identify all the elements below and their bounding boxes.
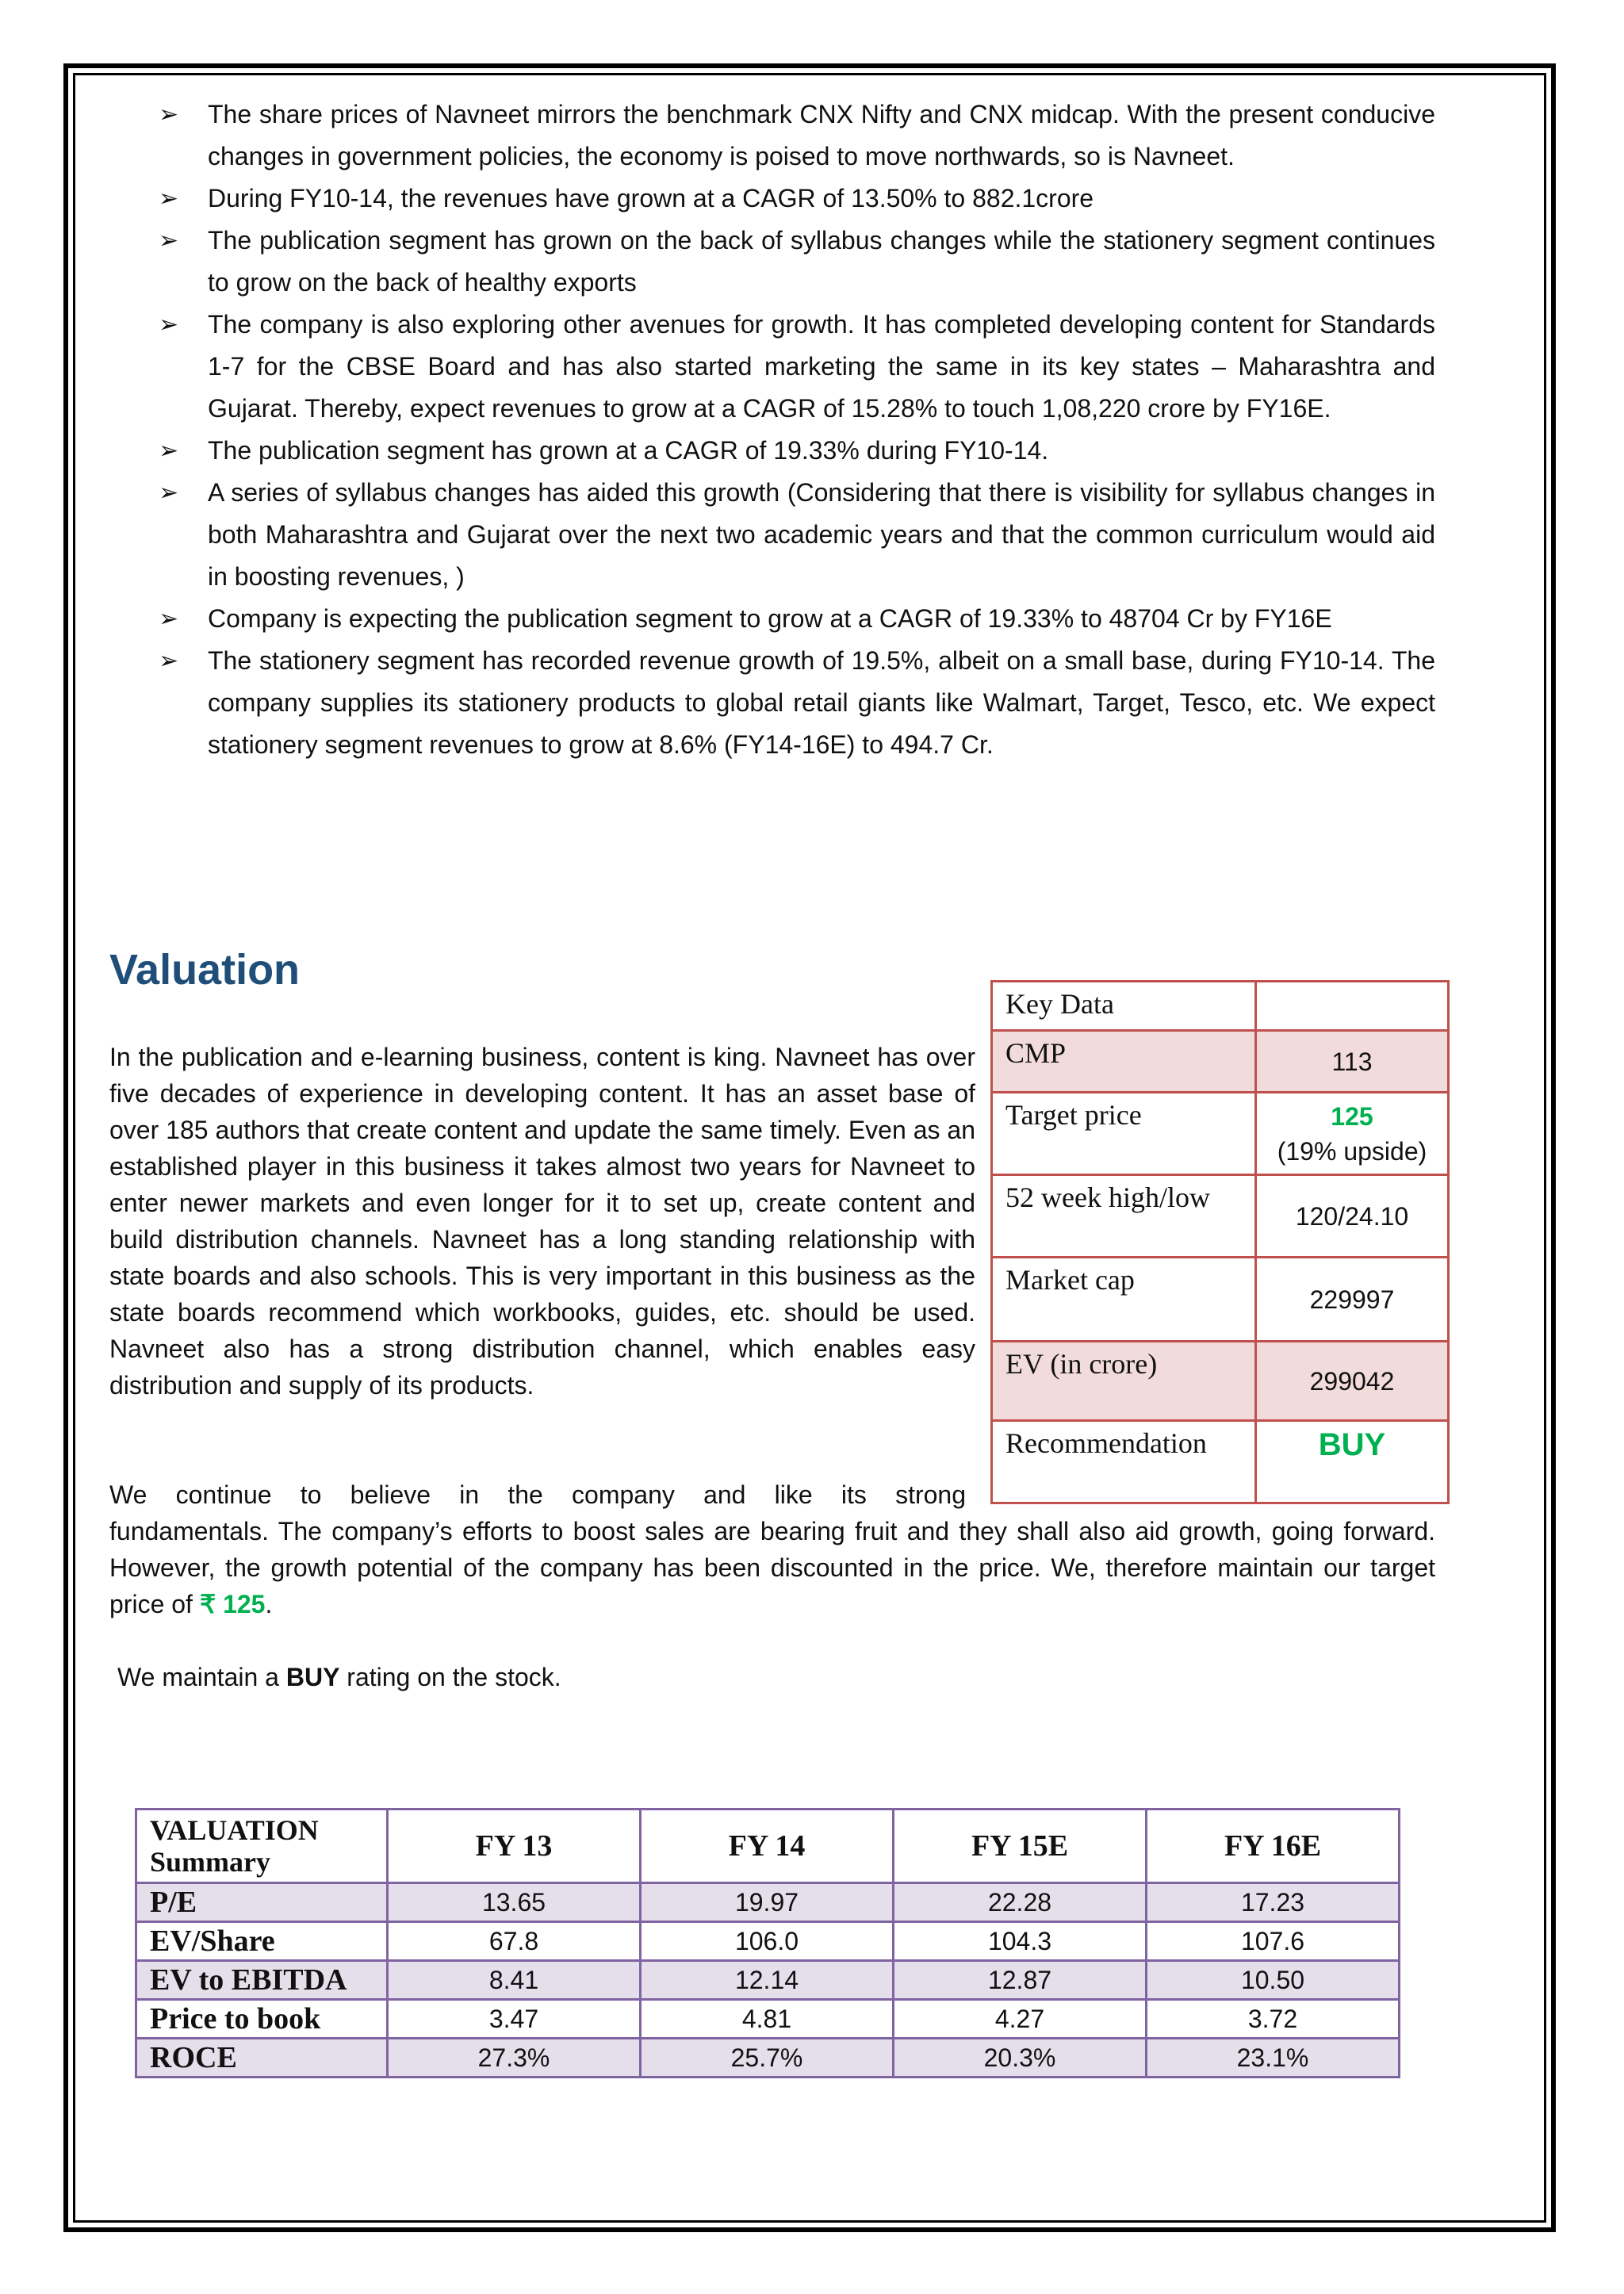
table-cell: 19.97 xyxy=(641,1883,894,1922)
recommendation-cell xyxy=(1256,1421,1449,1503)
target-upside: (19% upside) xyxy=(1277,1136,1427,1166)
list-item: ➢ The company is also exploring other avenues for growth. It has completed developing content for Standards 1-7 for the CBSE Board and has also started marketing the same in its key states – Maharashtra and Gujarat. Thereby, expect revenues to grow at a CAGR of 15.28% to touch 1,08,220 crore by FY16E. xyxy=(159,304,1435,430)
target-price-label: Target price xyxy=(992,1093,1256,1175)
list-item: ➢ The publication segment has grown on the back of syllabus changes while the stationery segment continues to grow on the back of healthy exports xyxy=(159,220,1435,304)
recommendation-label: Recommendation xyxy=(992,1421,1256,1503)
table-cell: 67.8 xyxy=(388,1922,641,1961)
row-label: ROCE xyxy=(136,2039,388,2078)
market-cap-value: 229997 xyxy=(1256,1258,1449,1342)
table-cell: 107.6 xyxy=(1147,1922,1400,1961)
key-data-header: Key Data xyxy=(992,982,1256,1031)
valuation-summary-table xyxy=(135,1808,1400,2078)
table-cell: 23.1% xyxy=(1147,2039,1400,2078)
table-cell: 25.7% xyxy=(641,2039,894,2078)
week52-value: 120/24.10 xyxy=(1256,1175,1449,1258)
row-label: Price to book xyxy=(136,2000,388,2039)
table-cell: 106.0 xyxy=(641,1922,894,1961)
table-cell: 12.14 xyxy=(641,1961,894,2000)
key-data-table xyxy=(990,980,1450,1504)
cmp-label: CMP xyxy=(992,1031,1256,1093)
table-row xyxy=(136,2000,1400,2039)
market-cap-label: Market cap xyxy=(992,1258,1256,1342)
key-data-header-blank xyxy=(1256,982,1449,1031)
list-item: ➢ The publication segment has grown at a CAGR of 19.33% during FY10-14. xyxy=(159,430,1435,472)
table-cell: 10.50 xyxy=(1147,1961,1400,2000)
list-item: ➢ Company is expecting the publication segment to grow at a CAGR of 19.33% to 48704 Cr by FY16E xyxy=(159,598,1435,640)
row-label: P/E xyxy=(136,1883,388,1922)
table-row xyxy=(136,1961,1400,2000)
table-cell: 22.28 xyxy=(894,1883,1147,1922)
recommendation-value: BUY xyxy=(1318,1427,1386,1462)
valuation-paragraph-2-line1: We continue to believe in the company and like its strong xyxy=(109,1480,966,1509)
table-cell: 17.23 xyxy=(1147,1883,1400,1922)
key-points-list xyxy=(159,94,1435,766)
column-header: FY 16E xyxy=(1147,1810,1400,1883)
table-cell: 8.41 xyxy=(388,1961,641,2000)
table-cell: 4.81 xyxy=(641,2000,894,2039)
target-price-value: 125 xyxy=(1331,1101,1373,1131)
table-cell: 27.3% xyxy=(388,2039,641,2078)
cmp-value: 113 xyxy=(1256,1031,1449,1093)
list-item: ➢ A series of syllabus changes has aided this growth (Considering that there is visibility for syllabus changes in both Maharashtra and Gujarat over the next two academic years and that the common curriculum would aid in boosting revenues, ) xyxy=(159,472,1435,598)
row-label: EV/Share xyxy=(136,1922,388,1961)
table-row xyxy=(136,2039,1400,2078)
table-cell: 20.3% xyxy=(894,2039,1147,2078)
arrow-bullet-icon: ➢ xyxy=(159,228,179,254)
summary-header-cell: VALUATION Summary xyxy=(136,1810,388,1883)
table-cell: 104.3 xyxy=(894,1922,1147,1961)
section-title-valuation: Valuation xyxy=(109,946,301,994)
table-cell: 4.27 xyxy=(894,2000,1147,2039)
column-header: FY 13 xyxy=(388,1810,641,1883)
table-cell: 13.65 xyxy=(388,1883,641,1922)
table-row xyxy=(136,1883,1400,1922)
list-item: ➢ During FY10-14, the revenues have grown at a CAGR of 13.50% to 882.1crore xyxy=(159,178,1435,220)
valuation-paragraph-1: In the publication and e-learning business, content is king. Navneet has over five decades of experience in developing content. It has an asset base of over 185 authors that create content and update the same timely. Even as an established player in this business it takes almost two years for Navneet to enter newer markets and even longer for it to set up, create content and build distribution channels. Navneet has a long standing relationship with state boards and also schools. This is very important in this business as the state boards recommend which workbooks, guides, etc. should be used. Navneet also has a strong distribution channel, which enables easy distribution and supply of its products. xyxy=(109,1043,975,1400)
valuation-paragraph-2: fundamentals. The company’s efforts to boost sales are bearing fruit and they shall also aid growth, going forward. However, the growth potential of the company has been discounted in the price. We, therefore maintain our target price of ₹ 125. xyxy=(109,1517,1435,1618)
list-item: ➢ The share prices of Navneet mirrors the benchmark CNX Nifty and CNX midcap. With the present conducive changes in government policies, the economy is poised to move northwards, so is Navneet. xyxy=(159,94,1435,178)
target-price-highlight: ₹ 125 xyxy=(199,1590,266,1618)
recommendation-statement: We maintain a BUY rating on the stock. xyxy=(117,1663,561,1691)
arrow-bullet-icon: ➢ xyxy=(159,186,179,212)
arrow-bullet-icon: ➢ xyxy=(159,648,179,674)
arrow-bullet-icon: ➢ xyxy=(159,101,179,128)
arrow-bullet-icon: ➢ xyxy=(159,438,179,464)
ev-value: 299042 xyxy=(1256,1342,1449,1421)
week52-label: 52 week high/low xyxy=(992,1175,1256,1258)
table-cell: 12.87 xyxy=(894,1961,1147,2000)
table-row xyxy=(136,1922,1400,1961)
ev-label: EV (in crore) xyxy=(992,1342,1256,1421)
arrow-bullet-icon: ➢ xyxy=(159,480,179,506)
column-header: FY 15E xyxy=(894,1810,1147,1883)
row-label: EV to EBITDA xyxy=(136,1961,388,2000)
column-header: FY 14 xyxy=(641,1810,894,1883)
table-cell: 3.72 xyxy=(1147,2000,1400,2039)
arrow-bullet-icon: ➢ xyxy=(159,312,179,338)
arrow-bullet-icon: ➢ xyxy=(159,606,179,632)
target-price-cell xyxy=(1256,1093,1449,1175)
table-cell: 3.47 xyxy=(388,2000,641,2039)
list-item: ➢ The stationery segment has recorded revenue growth of 19.5%, albeit on a small base, during FY10-14. The company supplies its stationery products to global retail giants like Walmart, Target, Tesco, etc. We expect stationery segment revenues to grow at 8.6% (FY14-16E) to 494.7 Cr. xyxy=(159,640,1435,766)
